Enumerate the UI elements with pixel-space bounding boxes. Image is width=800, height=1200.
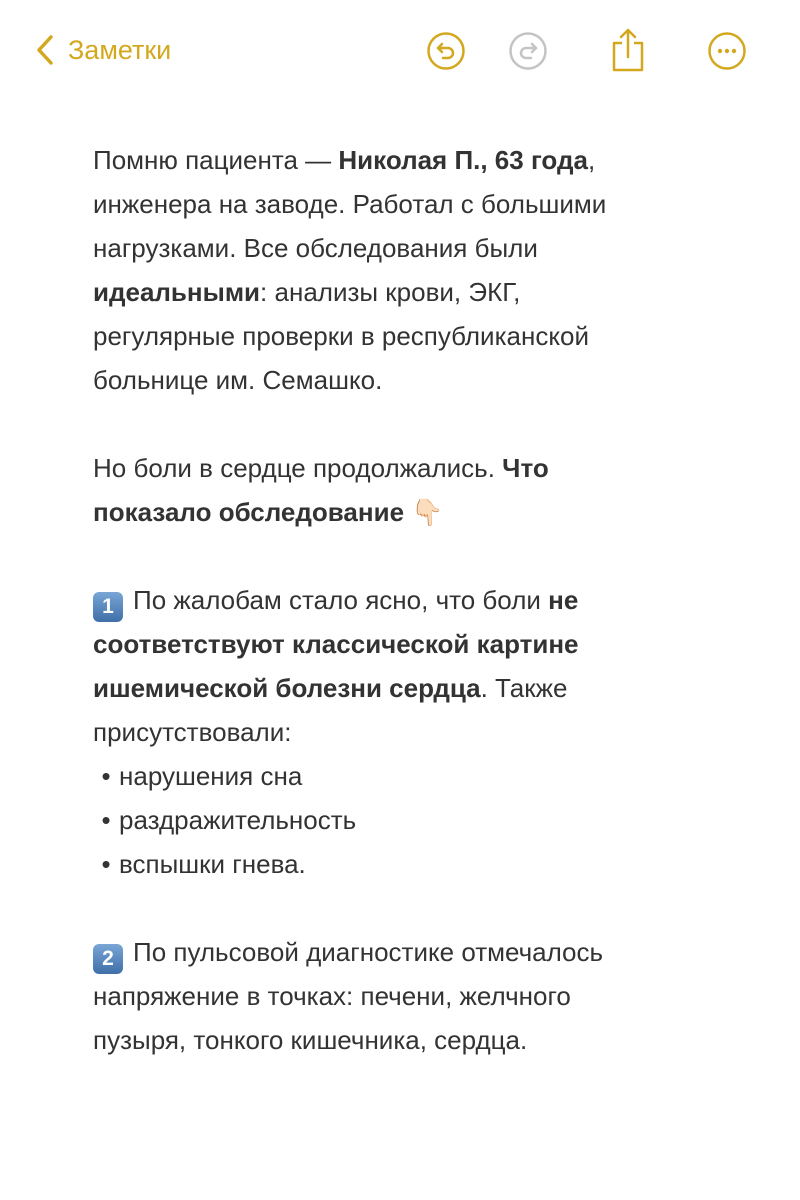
- text: вспышки гнева.: [119, 849, 306, 879]
- more-icon: [707, 31, 747, 71]
- text: присутствовали:: [93, 717, 292, 747]
- share-button[interactable]: [607, 26, 649, 74]
- note-line: [93, 358, 733, 402]
- share-icon: [610, 27, 646, 73]
- text: нагрузками. Все обследования были: [93, 233, 538, 263]
- bold-text: Николая П., 63 года: [338, 145, 588, 175]
- blank-line: [93, 886, 733, 930]
- redo-icon: [508, 31, 548, 71]
- more-button[interactable]: [706, 30, 748, 72]
- text: раздражительность: [119, 805, 357, 835]
- note-line: [93, 798, 733, 842]
- text: нарушения сна: [119, 761, 303, 791]
- text: По жалобам стало ясно, что боли: [133, 585, 549, 615]
- note-line: [93, 710, 733, 754]
- bold-text: соответствуют классической картине: [93, 629, 579, 659]
- back-button[interactable]: [36, 30, 171, 70]
- note-line: [93, 754, 733, 798]
- note-line: [93, 270, 733, 314]
- note-line: [93, 578, 733, 622]
- note-line: [93, 314, 733, 358]
- note-line: [93, 490, 733, 534]
- keycap-number-icon: 2: [93, 944, 123, 974]
- undo-button[interactable]: [425, 30, 467, 72]
- text: регулярные проверки в республиканской: [93, 321, 589, 351]
- chevron-left-icon: [36, 34, 54, 66]
- note-line: [93, 622, 733, 666]
- note-line: [93, 930, 733, 974]
- text: : анализы крови, ЭКГ,: [260, 277, 521, 307]
- bullet: •: [101, 761, 111, 791]
- bold-text: показало обследование: [93, 497, 412, 527]
- keycap-number-icon: 1: [93, 592, 123, 622]
- text: инженера на заводе. Работал с большими: [93, 189, 607, 219]
- note-line: [93, 842, 733, 886]
- bullet: •: [101, 805, 111, 835]
- blank-line: [93, 402, 733, 446]
- text: пузыря, тонкого кишечника, сердца.: [93, 1025, 528, 1055]
- bold-text: ишемической болезни сердца: [93, 673, 481, 703]
- bold-text: идеальными: [93, 277, 261, 307]
- note-body[interactable]: [93, 138, 733, 1062]
- text: ,: [587, 145, 596, 175]
- undo-icon: [426, 31, 466, 71]
- note-line: [93, 974, 733, 1018]
- text: больнице им. Семашко.: [93, 365, 383, 395]
- note-line: [93, 446, 733, 490]
- text: . Также: [480, 673, 568, 703]
- blank-line: [93, 534, 733, 578]
- note-line: [93, 138, 733, 182]
- text: По пульсовой диагностике отмечалось: [133, 937, 604, 967]
- note-line: [93, 226, 733, 270]
- bold-text: Что: [502, 453, 549, 483]
- back-label: Заметки: [68, 34, 172, 65]
- redo-button[interactable]: [507, 30, 549, 72]
- bold-text: не: [548, 585, 579, 615]
- bullet: •: [101, 849, 111, 879]
- note-line: [93, 182, 733, 226]
- text: Но боли в сердце продолжались.: [93, 453, 503, 483]
- text: Помню пациента —: [93, 145, 339, 175]
- note-line: [93, 1018, 733, 1062]
- text: 👇🏻: [411, 497, 444, 527]
- navigation-bar: [0, 0, 800, 100]
- text: напряжение в точках: печени, желчного: [93, 981, 571, 1011]
- note-line: [93, 666, 733, 710]
